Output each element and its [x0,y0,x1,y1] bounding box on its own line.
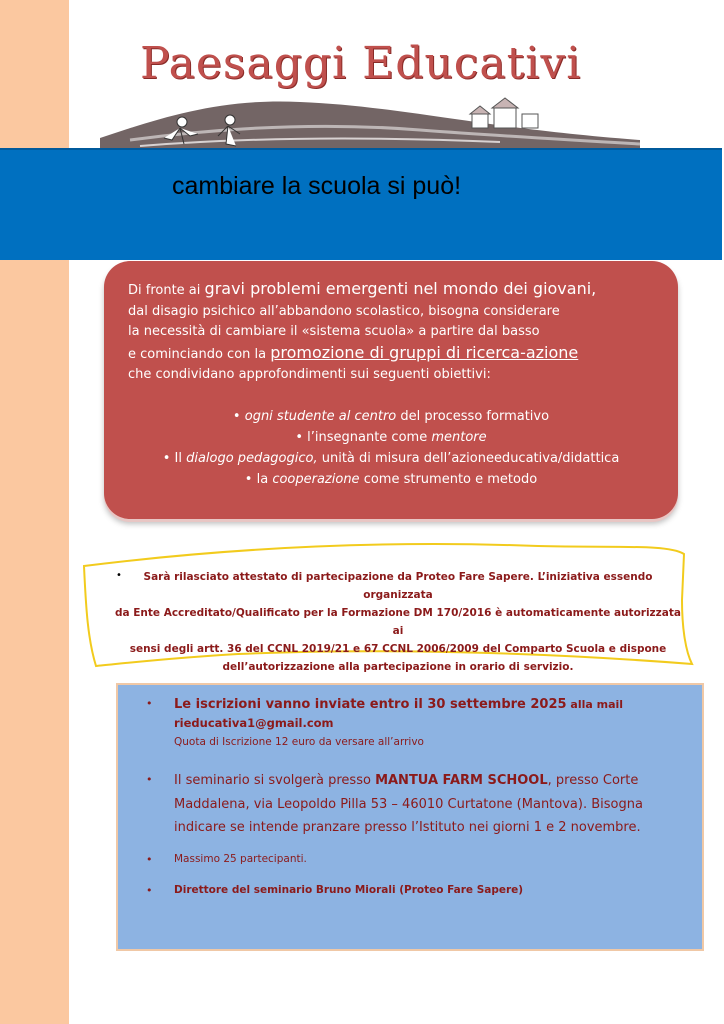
objective-item: • la cooperazione come strumento e metodo [244,472,538,487]
info-bullet: • [146,773,153,786]
objective-item: • l’insegnante come mentore [295,430,487,445]
info-panel [116,683,704,951]
logo-title: Paesaggi Educativi [140,38,582,89]
notice-bullet: • [116,570,122,581]
intro-line5: che condividano approfondimenti sui seguenti obiettivi: [128,367,491,382]
info-item-registration: Le iscrizioni vanno inviate entro il 30 settembre 2025 alla mail rieducativa1@gmail.com Quota di Iscrizione 12 euro da versare all’arrivo [174,695,694,752]
intro-line4b: promozione di gruppi di ricerca-azione [270,342,579,362]
certificate-notice [78,540,698,673]
title-banner [0,148,722,260]
info-item-venue: Il seminario si svolgerà presso MANTUA FARM SCHOOL, presso Corte Maddalena, via Leopoldo Pilla 53 – 46010 Curtatone (Mantova). Bisogna indicare se intende pranzare presso l’Istituto nei giorni 1 e 2 novembre. [174,773,643,835]
objective-item: • Il dialogo pedagogico, unità di misura dell’azioneeducativa/didattica [162,451,620,466]
intro-panel [104,261,678,519]
intro-line4a: e cominciando con la [128,346,271,362]
logo [100,38,640,150]
objective-item: • ogni studente al centro del processo formativo [232,409,550,424]
banner-headline: cambiare la scuola si può! [172,172,462,200]
info-bullet: • [146,697,153,710]
intro-line2: dal disagio psichico all’abbandono scolastico, bisogna considerare [128,303,560,319]
info-bullet: • [146,884,153,897]
intro-line1b: gravi problemi emergenti nel mondo dei giovani, [204,279,597,298]
info-item-capacity: Massimo 25 partecipanti. [174,853,307,865]
intro-text [128,279,668,386]
notice-text: Sarà rilasciato attestato di partecipazione da Proteo Fare Sapere. L’iniziativa essendo organizzata da Ente Accreditato/Qualificato per la Formazione DM 170/2016 è automaticamente autorizzata ai sensi degli artt. 36 del CCNL 2019/21 e 67 CCNL 2006/2009 del Comparto Scuola e dispone dell’autorizzazione alla partecipazione in orario di servizio. [115,571,681,673]
intro-line1a: Di fronte ai [128,283,205,298]
objectives-list [104,406,678,490]
contact-email: rieducativa1@gmail.com [174,716,334,730]
info-bullet: • [146,853,153,866]
info-item-director: Direttore del seminario Bruno Miorali (Proteo Fare Sapere) [174,884,524,896]
intro-line3: la necessità di cambiare il «sistema scuola» a partire dal basso [128,324,540,339]
